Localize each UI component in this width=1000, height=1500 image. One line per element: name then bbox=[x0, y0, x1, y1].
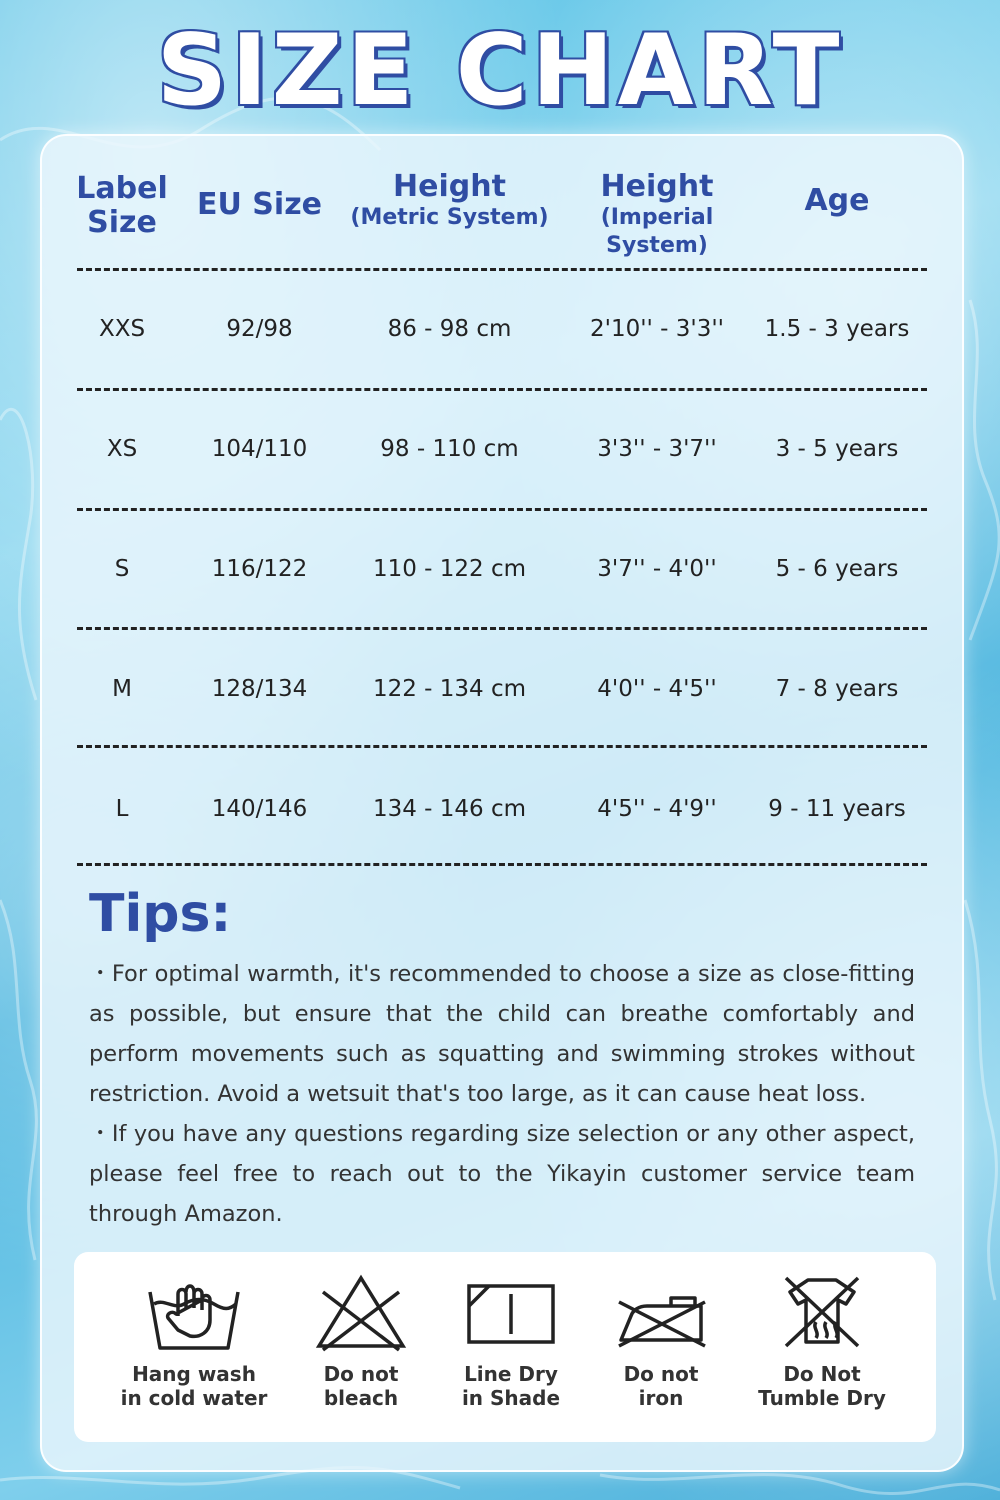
cell-age: 9 - 11 years bbox=[768, 796, 906, 822]
divider bbox=[77, 388, 927, 391]
cell-eu-size: 140/146 bbox=[211, 796, 308, 822]
do-not-iron-icon bbox=[611, 1272, 711, 1354]
cell-height-imperial: 2'10'' - 3'3'' bbox=[589, 316, 725, 342]
cell-height-metric: 110 - 122 cm bbox=[372, 556, 527, 582]
care-label: Do not iron bbox=[623, 1362, 699, 1410]
do-not-tumble-dry-icon bbox=[772, 1272, 872, 1354]
size-chart-panel bbox=[40, 134, 964, 1472]
cell-height-imperial: 4'5'' - 4'9'' bbox=[597, 796, 717, 822]
divider bbox=[77, 508, 927, 511]
care-item-hand-wash bbox=[119, 1272, 269, 1410]
cell-label-size: XXS bbox=[98, 316, 146, 342]
divider bbox=[77, 863, 927, 866]
care-item-line-dry bbox=[436, 1272, 586, 1410]
care-label: Line Dry in Shade bbox=[461, 1362, 561, 1410]
divider bbox=[77, 745, 927, 748]
cell-height-imperial: 4'0'' - 4'5'' bbox=[597, 676, 717, 702]
care-item-do-not-iron bbox=[586, 1272, 736, 1410]
cell-label-size: L bbox=[115, 796, 129, 822]
cell-eu-size: 116/122 bbox=[211, 556, 308, 582]
cell-height-metric: 134 - 146 cm bbox=[372, 796, 527, 822]
cell-height-metric: 122 - 134 cm bbox=[372, 676, 527, 702]
cell-height-imperial: 3'3'' - 3'7'' bbox=[597, 436, 717, 462]
header-height-imperial: Height (Imperial System) bbox=[600, 169, 714, 258]
cell-age: 5 - 6 years bbox=[775, 556, 899, 582]
cell-label-size: M bbox=[112, 676, 132, 702]
cell-age: 3 - 5 years bbox=[775, 436, 899, 462]
cell-label-size: XS bbox=[106, 436, 138, 462]
cell-eu-size: 92/98 bbox=[226, 316, 293, 342]
divider bbox=[77, 268, 927, 271]
cell-height-metric: 86 - 98 cm bbox=[387, 316, 512, 342]
care-label: Hang wash in cold water bbox=[120, 1362, 268, 1410]
cell-height-imperial: 3'7'' - 4'0'' bbox=[597, 556, 717, 582]
care-item-do-not-bleach bbox=[286, 1272, 436, 1410]
tips-title: Tips: bbox=[89, 884, 232, 944]
header-eu-size: EU Size bbox=[197, 187, 322, 222]
cell-eu-size: 128/134 bbox=[211, 676, 308, 702]
cell-age: 1.5 - 3 years bbox=[764, 316, 910, 342]
cell-age: 7 - 8 years bbox=[775, 676, 899, 702]
care-instructions-panel bbox=[74, 1252, 936, 1442]
divider bbox=[77, 627, 927, 630]
do-not-bleach-icon bbox=[311, 1272, 411, 1354]
tip-paragraph: ・If you have any questions regarding size selection or any other aspect, please feel free to reach out to the Yikayin customer service team through Amazon. bbox=[89, 1121, 915, 1227]
line-dry-shade-icon bbox=[461, 1272, 561, 1354]
page-title: SIZE CHART bbox=[156, 14, 844, 128]
hand-wash-icon bbox=[144, 1272, 244, 1354]
header-label-size: Label Size bbox=[76, 171, 168, 240]
cell-height-metric: 98 - 110 cm bbox=[380, 436, 519, 462]
header-age: Age bbox=[804, 183, 870, 218]
header-height-metric: Height (Metric System) bbox=[350, 169, 549, 230]
care-label: Do not bleach bbox=[323, 1362, 399, 1410]
care-label: Do Not Tumble Dry bbox=[758, 1362, 886, 1410]
care-item-do-not-tumble-dry bbox=[747, 1272, 897, 1410]
cell-label-size: S bbox=[114, 556, 130, 582]
cell-eu-size: 104/110 bbox=[211, 436, 308, 462]
tip-paragraph: ・For optimal warmth, it's recommended to choose a size as close-fitting as possible, but ensure that the child can breathe comfortably and perform movements such as squatting and swimming strokes without restriction. Avoid a wetsuit that's too large, as it can cause heat loss. bbox=[89, 961, 915, 1107]
